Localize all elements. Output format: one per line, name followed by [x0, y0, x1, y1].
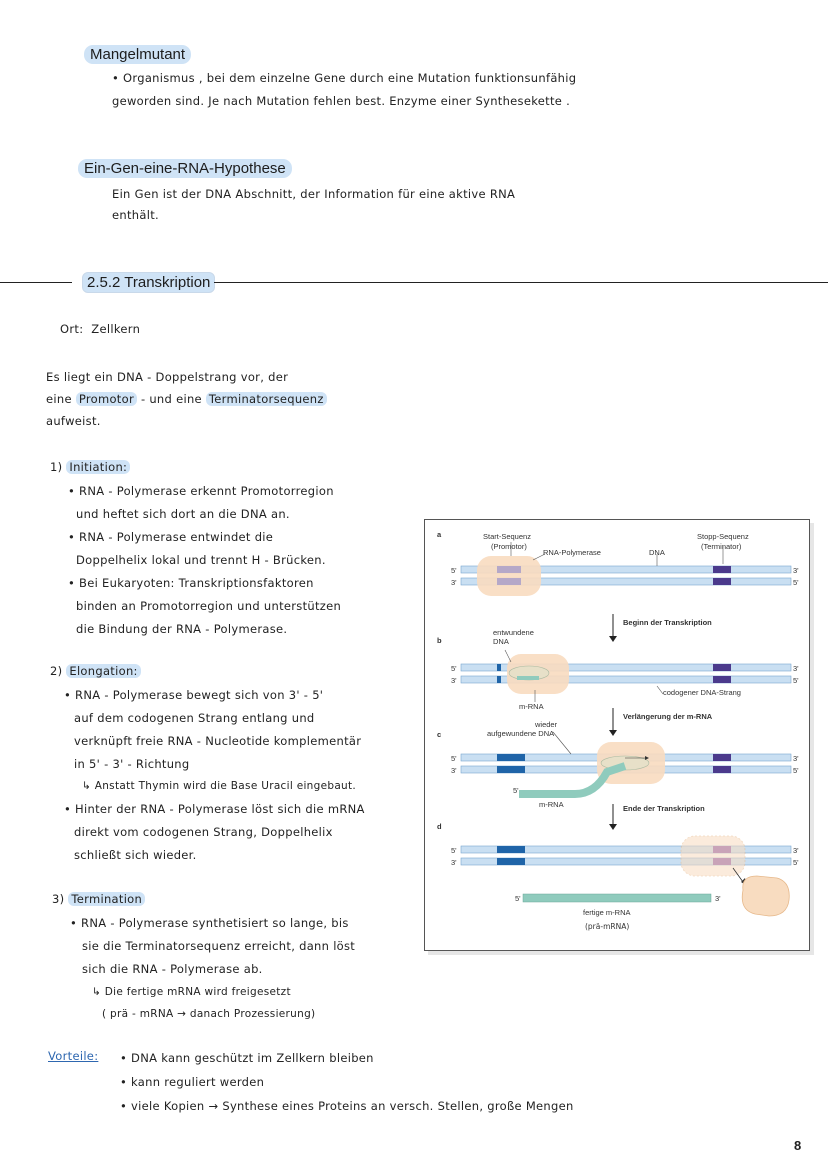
transcription-figure: [424, 519, 810, 951]
entwundene-label: entwundene: [493, 628, 534, 637]
transcription-diagram: [425, 520, 809, 950]
polymerase-d-released: [742, 876, 789, 916]
codogen-label: codogener DNA-Strang: [663, 688, 741, 697]
three-b-top-r: 3': [793, 664, 799, 673]
initiation-line-4: Doppelhelix lokal und trennt H - Brücken.: [76, 553, 326, 567]
panel-b-label: b: [437, 636, 442, 645]
elongation-number: 2): [50, 664, 63, 678]
vorteile-item-2: • kann reguliert werden: [120, 1075, 265, 1089]
intro-line-2: [46, 388, 327, 411]
intro-line-2a: eine: [46, 392, 72, 406]
terminator-box-c-top: [713, 754, 731, 761]
five-d-top: 5': [451, 846, 457, 855]
three-d-bottom: 3': [451, 858, 457, 867]
mrna-b-label: m-RNA: [519, 702, 544, 711]
panel-c-label: c: [437, 730, 442, 739]
elongation-line-5: ↳ Anstatt Thymin wird die Base Uracil eingebaut.: [82, 780, 357, 792]
intro-line-1: Es liegt ein DNA - Doppelstrang vor, der: [46, 370, 289, 384]
aufgewunden-label: aufgewundene DNA: [487, 729, 555, 738]
termination-line-5: ( prä - mRNA → danach Prozessierung): [102, 1008, 316, 1020]
ende-label: Ende der Transkription: [623, 804, 705, 813]
promotor-box-a-top: [497, 566, 521, 573]
termination-line-1: • RNA - Polymerase synthetisiert so lange, bis: [70, 916, 349, 930]
dna-label: DNA: [649, 548, 665, 557]
hypothese-title: Ein-Gen-eine-RNA-Hypothese: [78, 159, 292, 178]
five-a-top: 5': [451, 566, 457, 575]
beginn-label: Beginn der Transkription: [623, 618, 712, 627]
fertige-label: fertige m-RNA: [583, 908, 631, 917]
elongation-line-3: verknüpft freie RNA - Nucleotide komplementär: [74, 734, 362, 748]
vorteile-item-1: • DNA kann geschützt im Zellkern bleiben: [120, 1051, 374, 1065]
section-title: 2.5.2 Transkription: [82, 272, 215, 293]
five-a-bottom-r: 5': [793, 578, 799, 587]
mangelmutant-line-1: • Organismus , bei dem einzelne Gene durch eine Mutation funktionsunfähig: [112, 71, 577, 85]
elongation-heading: [50, 660, 141, 683]
section-rule-left: [0, 282, 72, 283]
mangelmutant-title: Mangelmutant: [84, 45, 191, 64]
polymerase-d-ghost: [681, 836, 745, 876]
initiation-line-1: • RNA - Polymerase erkennt Promotorregion: [68, 484, 334, 498]
polymerase-a: [477, 556, 541, 596]
five-d-mrna: 5': [515, 894, 521, 903]
initiation-line-5: • Bei Eukaryoten: Transkriptionsfaktoren: [68, 576, 314, 590]
five-b-bottom-r: 5': [793, 676, 799, 685]
terminator-label: (Terminator): [701, 542, 742, 551]
promotor-box-a-bottom: [497, 578, 521, 585]
three-d-mrna: 3': [715, 894, 721, 903]
mrna-c-label: m-RNA: [539, 800, 564, 809]
three-d-top-r: 3': [793, 846, 799, 855]
terminator-box-a-top: [713, 566, 731, 573]
panel-a-label: a: [437, 530, 442, 539]
elongation-line-8: schließt sich wieder.: [74, 848, 197, 862]
vorteile-item-3: • viele Kopien → Synthese eines Proteins an versch. Stellen, große Mengen: [120, 1099, 574, 1113]
ort-label: Ort:: [60, 322, 84, 336]
verlaengerung-label: Verlängerung der m-RNA: [623, 712, 713, 721]
promotor-label: (Promotor): [491, 542, 527, 551]
ort-value: Zellkern: [91, 322, 141, 336]
five-b-top: 5': [451, 664, 457, 673]
elongation-line-6: • Hinter der RNA - Polymerase löst sich die mRNA: [64, 802, 365, 816]
terminator-box-a-bottom: [713, 578, 731, 585]
initiation-line-2: und heftet sich dort an die DNA an.: [76, 507, 290, 521]
termination-title: Termination: [68, 892, 145, 906]
terminator-highlight: Terminatorsequenz: [206, 392, 327, 406]
three-a-top-r: 3': [793, 566, 799, 575]
three-a-bottom: 3': [451, 578, 457, 587]
elongation-line-1: • RNA - Polymerase bewegt sich von 3' - 5': [64, 688, 324, 702]
hypothese-line-1: Ein Gen ist der DNA Abschnitt, der Information für eine aktive RNA: [112, 187, 516, 201]
initiation-title: Initiation:: [66, 460, 130, 474]
five-c-bottom-r: 5': [793, 766, 799, 775]
panel-d-label: d: [437, 822, 442, 831]
rna-pol-label: RNA-Polymerase: [543, 548, 601, 557]
initiation-line-6: binden an Promotorregion und unterstützen: [76, 599, 342, 613]
start-seq-label: Start-Sequenz: [483, 532, 531, 541]
initiation-number: 1): [50, 460, 63, 474]
initiation-line-7: die Bindung der RNA - Polymerase.: [76, 622, 288, 636]
three-c-bottom: 3': [451, 766, 457, 775]
elongation-line-4: in 5' - 3' - Richtung: [74, 757, 190, 771]
mangelmutant-line-2: geworden sind. Je nach Mutation fehlen best. Enzyme einer Synthesekette .: [112, 94, 571, 108]
section-rule-right: [214, 282, 828, 283]
initiation-heading: [50, 456, 130, 479]
elongation-line-7: direkt vom codogenen Strang, Doppelhelix: [74, 825, 333, 839]
terminator-box-c-bottom: [713, 766, 731, 773]
termination-number: 3): [52, 892, 65, 906]
mrna-d: [523, 894, 711, 902]
entwundene-dna-label: DNA: [493, 637, 509, 646]
ort-row: [60, 318, 140, 341]
five-c-mrna: 5': [513, 786, 519, 795]
elongation-title: Elongation:: [66, 664, 140, 678]
termination-line-3: sich die RNA - Polymerase ab.: [82, 962, 263, 976]
intro-line-3: aufweist.: [46, 414, 101, 428]
three-b-bottom: 3': [451, 676, 457, 685]
wieder-label: wieder: [535, 720, 558, 729]
terminator-box-b-top: [713, 664, 731, 671]
page-number: 8: [794, 1138, 802, 1153]
five-d-bottom-r: 5': [793, 858, 799, 867]
terminator-box-b-bottom: [713, 676, 731, 683]
five-c-top: 5': [451, 754, 457, 763]
termination-heading: [52, 888, 145, 911]
hypothese-line-2: enthält.: [112, 208, 159, 222]
stopp-seq-label: Stopp-Sequenz: [697, 532, 749, 541]
vorteile-label: Vorteile:: [48, 1049, 99, 1063]
praemrna-label: (prä-mRNA): [585, 922, 630, 931]
promotor-highlight: Promotor: [76, 392, 137, 406]
three-c-top-r: 3': [793, 754, 799, 763]
initiation-line-3: • RNA - Polymerase entwindet die: [68, 530, 274, 544]
elongation-line-2: auf dem codogenen Strang entlang und: [74, 711, 315, 725]
intro-line-2b: - und eine: [140, 392, 202, 406]
termination-line-4: ↳ Die fertige mRNA wird freigesetzt: [92, 986, 291, 998]
termination-line-2: sie die Terminatorsequenz erreicht, dann löst: [82, 939, 356, 953]
